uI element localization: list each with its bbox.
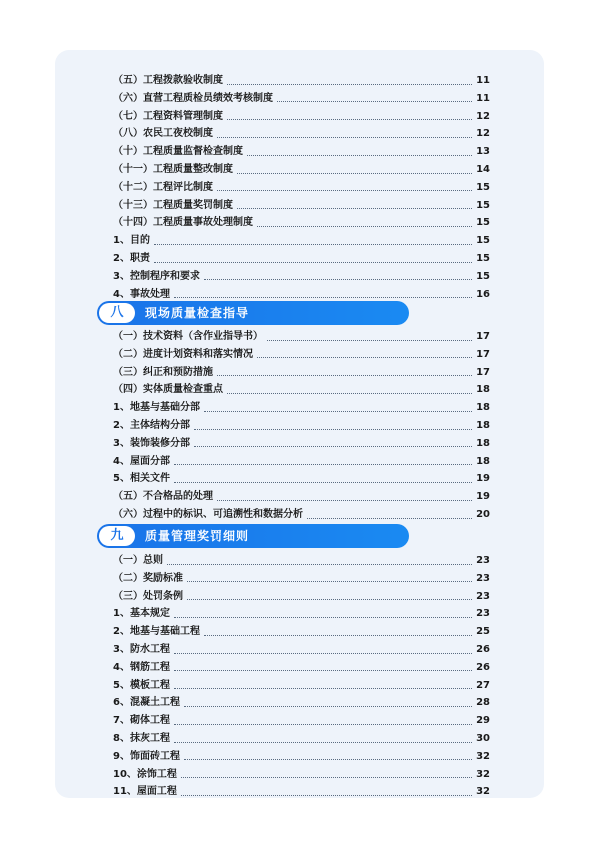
dot-leader (277, 101, 472, 102)
dot-leader (181, 795, 472, 796)
toc-entry-page: 23 (476, 572, 490, 584)
toc-entry-page: 18 (476, 384, 490, 396)
toc-entry[interactable] (113, 506, 490, 524)
dot-leader (174, 653, 472, 654)
dot-leader (187, 599, 472, 600)
dot-leader (227, 393, 472, 394)
toc-entry-page: 18 (476, 437, 490, 449)
toc-entry-label: （十一）工程质量整改制度 (113, 164, 233, 175)
toc-entry-label: （十二）工程评比制度 (113, 181, 213, 193)
toc-entry[interactable] (113, 214, 490, 232)
dot-leader (174, 617, 472, 618)
dot-leader (204, 411, 472, 412)
dot-leader (174, 670, 472, 671)
toc-entry-label: 3、装饰装修分部 (113, 437, 190, 449)
toc-entry[interactable] (113, 453, 490, 471)
toc-entry-page: 20 (476, 509, 490, 520)
section-header-8[interactable] (97, 301, 409, 325)
toc-entry-label: （四）实体质量检查重点 (113, 384, 223, 396)
toc-entry-page: 30 (476, 733, 490, 744)
toc-entry[interactable] (113, 605, 490, 623)
toc-entry[interactable] (113, 286, 490, 304)
toc-entry-page: 32 (476, 768, 490, 780)
toc-entry[interactable] (113, 677, 490, 695)
dot-leader (154, 244, 472, 245)
toc-entry[interactable] (113, 623, 490, 641)
dot-leader (257, 357, 472, 358)
toc-entry-label: 3、控制程序和要求 (113, 270, 200, 282)
toc-entry-page: 29 (476, 715, 490, 727)
toc-entry-page: 26 (476, 661, 490, 673)
dot-leader (237, 208, 472, 209)
dot-leader (174, 742, 472, 743)
toc-entry-label: 11、屋面工程 (113, 786, 177, 798)
toc-entry-label: （八）农民工夜校制度 (113, 128, 213, 140)
toc-entry-page: 23 (476, 555, 490, 566)
toc-entry-label: （十四）工程质量事故处理制度 (113, 217, 253, 229)
toc-entry-label: （十）工程质量监督检查制度 (113, 146, 243, 158)
toc-entry-page: 14 (476, 164, 490, 175)
toc-entry[interactable] (113, 730, 490, 748)
toc-entry-label: 2、职责 (113, 253, 150, 264)
dot-leader (174, 724, 472, 725)
toc-entry[interactable] (113, 268, 490, 286)
section-number: 九 (99, 526, 135, 546)
toc-entry[interactable] (113, 417, 490, 435)
dot-leader (204, 279, 472, 280)
toc-entry-page: 32 (476, 750, 490, 762)
toc-entry-page: 15 (476, 235, 490, 247)
dot-leader (204, 635, 472, 636)
dot-leader (307, 518, 472, 519)
toc-entry-label: 5、相关文件 (113, 473, 170, 485)
toc-entry[interactable] (113, 694, 490, 712)
toc-entry[interactable] (113, 712, 490, 730)
toc-entry-label: 4、屋面分部 (113, 455, 170, 467)
toc-entry-label: （三）纠正和预防措施 (113, 366, 213, 378)
toc-entry[interactable] (113, 161, 490, 179)
toc-entry-label: 7、砌体工程 (113, 715, 170, 727)
toc-entry[interactable] (113, 108, 490, 126)
toc-entry-page: 12 (476, 110, 490, 122)
toc-entry[interactable] (113, 659, 490, 677)
toc-entry[interactable] (113, 90, 490, 108)
toc-entry-label: （一）技术资料（含作业指导书） (113, 331, 263, 342)
dot-leader (174, 482, 472, 483)
toc-entry-page: 12 (476, 128, 490, 140)
toc-entry-page: 15 (476, 270, 490, 282)
toc-entry[interactable] (113, 399, 490, 417)
toc-entry-page: 18 (476, 455, 490, 467)
toc-entry[interactable] (113, 381, 490, 399)
section-title: 质量管理奖罚细则 (145, 529, 250, 543)
dot-leader (167, 564, 472, 565)
toc-entry-label: 2、主体结构分部 (113, 420, 190, 431)
toc-entry-label: （一）总则 (113, 555, 163, 566)
toc-entry[interactable] (113, 748, 490, 766)
dot-leader (194, 429, 472, 430)
toc-entry[interactable] (113, 588, 490, 606)
toc-entry-label: 1、目的 (113, 235, 150, 247)
toc-entry-label: （二）奖励标准 (113, 572, 183, 584)
dot-leader (267, 340, 472, 341)
toc-entry-label: 2、地基与基础工程 (113, 626, 200, 638)
toc-entry[interactable] (113, 232, 490, 250)
toc-entry-page: 15 (476, 217, 490, 229)
toc-entry-page: 11 (476, 92, 490, 104)
toc-entry-label: 5、模板工程 (113, 679, 170, 691)
toc-entry[interactable] (113, 179, 490, 197)
dot-leader (237, 173, 472, 174)
dot-leader (184, 759, 472, 760)
toc-entry-page: 18 (476, 402, 490, 414)
toc-entry-label: （六）过程中的标识、可追溯性和数据分析 (113, 509, 303, 520)
dot-leader (257, 226, 472, 227)
toc-entry[interactable] (113, 641, 490, 659)
dot-leader (227, 119, 472, 120)
dot-leader (174, 297, 472, 298)
toc-entry[interactable] (113, 783, 490, 801)
toc-entry-page: 17 (476, 348, 490, 360)
toc-entry-label: （六）直营工程质检员绩效考核制度 (113, 92, 273, 104)
toc-entry-page: 28 (476, 697, 490, 709)
toc-entry[interactable] (113, 488, 490, 506)
toc-entry[interactable] (113, 72, 490, 90)
toc-entry-label: 4、钢筋工程 (113, 661, 170, 673)
toc-entry-page: 32 (476, 786, 490, 798)
toc-entry-label: （二）进度计划资料和落实情况 (113, 348, 253, 360)
toc-entry-label: （五）不合格品的处理 (113, 491, 213, 503)
toc-entry[interactable] (113, 552, 490, 570)
dot-leader (174, 688, 472, 689)
toc-entry[interactable] (113, 250, 490, 268)
dot-leader (187, 581, 472, 582)
toc-entry-label: 4、事故处理 (113, 288, 170, 300)
toc-entry-page: 23 (476, 608, 490, 620)
toc-entry-page: 16 (476, 288, 490, 300)
section-number: 八 (99, 303, 135, 323)
dot-leader (217, 190, 472, 191)
toc-entry-page: 26 (476, 644, 490, 655)
dot-leader (227, 84, 472, 85)
toc-entry-page: 13 (476, 146, 490, 158)
toc-entry[interactable] (113, 346, 490, 364)
toc-entry-label: （五）工程拨款验收制度 (113, 75, 223, 86)
toc-entry-label: 10、涂饰工程 (113, 768, 177, 780)
toc-entry-page: 18 (476, 420, 490, 431)
toc-entry-label: 3、防水工程 (113, 644, 170, 655)
toc-entry[interactable] (113, 766, 490, 784)
toc-entry-page: 11 (476, 75, 490, 86)
toc-entry-page: 15 (476, 253, 490, 264)
toc-entry[interactable] (113, 328, 490, 346)
toc-entry-page: 25 (476, 626, 490, 638)
dot-leader (154, 262, 472, 263)
toc-entry-page: 23 (476, 590, 490, 602)
toc-entry-label: 8、抹灰工程 (113, 733, 170, 744)
toc-entry[interactable] (113, 435, 490, 453)
dot-leader (174, 464, 472, 465)
dot-leader (181, 777, 472, 778)
toc-entry-page: 27 (476, 679, 490, 691)
toc-entry-page: 15 (476, 199, 490, 211)
dot-leader (217, 375, 472, 376)
toc-entry[interactable] (113, 125, 490, 143)
toc-entry[interactable] (113, 570, 490, 588)
toc-entry-label: 9、饰面砖工程 (113, 750, 180, 762)
toc-entry-page: 19 (476, 491, 490, 503)
toc-entry-label: （三）处罚条例 (113, 590, 183, 602)
toc-entry-page: 17 (476, 331, 490, 342)
toc-entry-label: 1、地基与基础分部 (113, 402, 200, 414)
dot-leader (217, 137, 472, 138)
toc-entry-page: 15 (476, 181, 490, 193)
toc-entry-label: 1、基本规定 (113, 608, 170, 620)
toc-entry-label: （十三）工程质量奖罚制度 (113, 199, 233, 211)
toc-entry[interactable] (113, 197, 490, 215)
toc-entry[interactable] (113, 364, 490, 382)
dot-leader (247, 155, 472, 156)
toc-entry-page: 19 (476, 473, 490, 485)
dot-leader (184, 706, 472, 707)
toc-entry[interactable] (113, 470, 490, 488)
toc-entry[interactable] (113, 143, 490, 161)
section-title: 现场质量检查指导 (145, 306, 250, 320)
dot-leader (194, 446, 472, 447)
section-header-9[interactable] (97, 524, 409, 548)
dot-leader (217, 500, 472, 501)
toc-entry-label: （七）工程资料管理制度 (113, 110, 223, 122)
toc-entry-page: 17 (476, 366, 490, 378)
toc-entry-label: 6、混凝土工程 (113, 697, 180, 709)
